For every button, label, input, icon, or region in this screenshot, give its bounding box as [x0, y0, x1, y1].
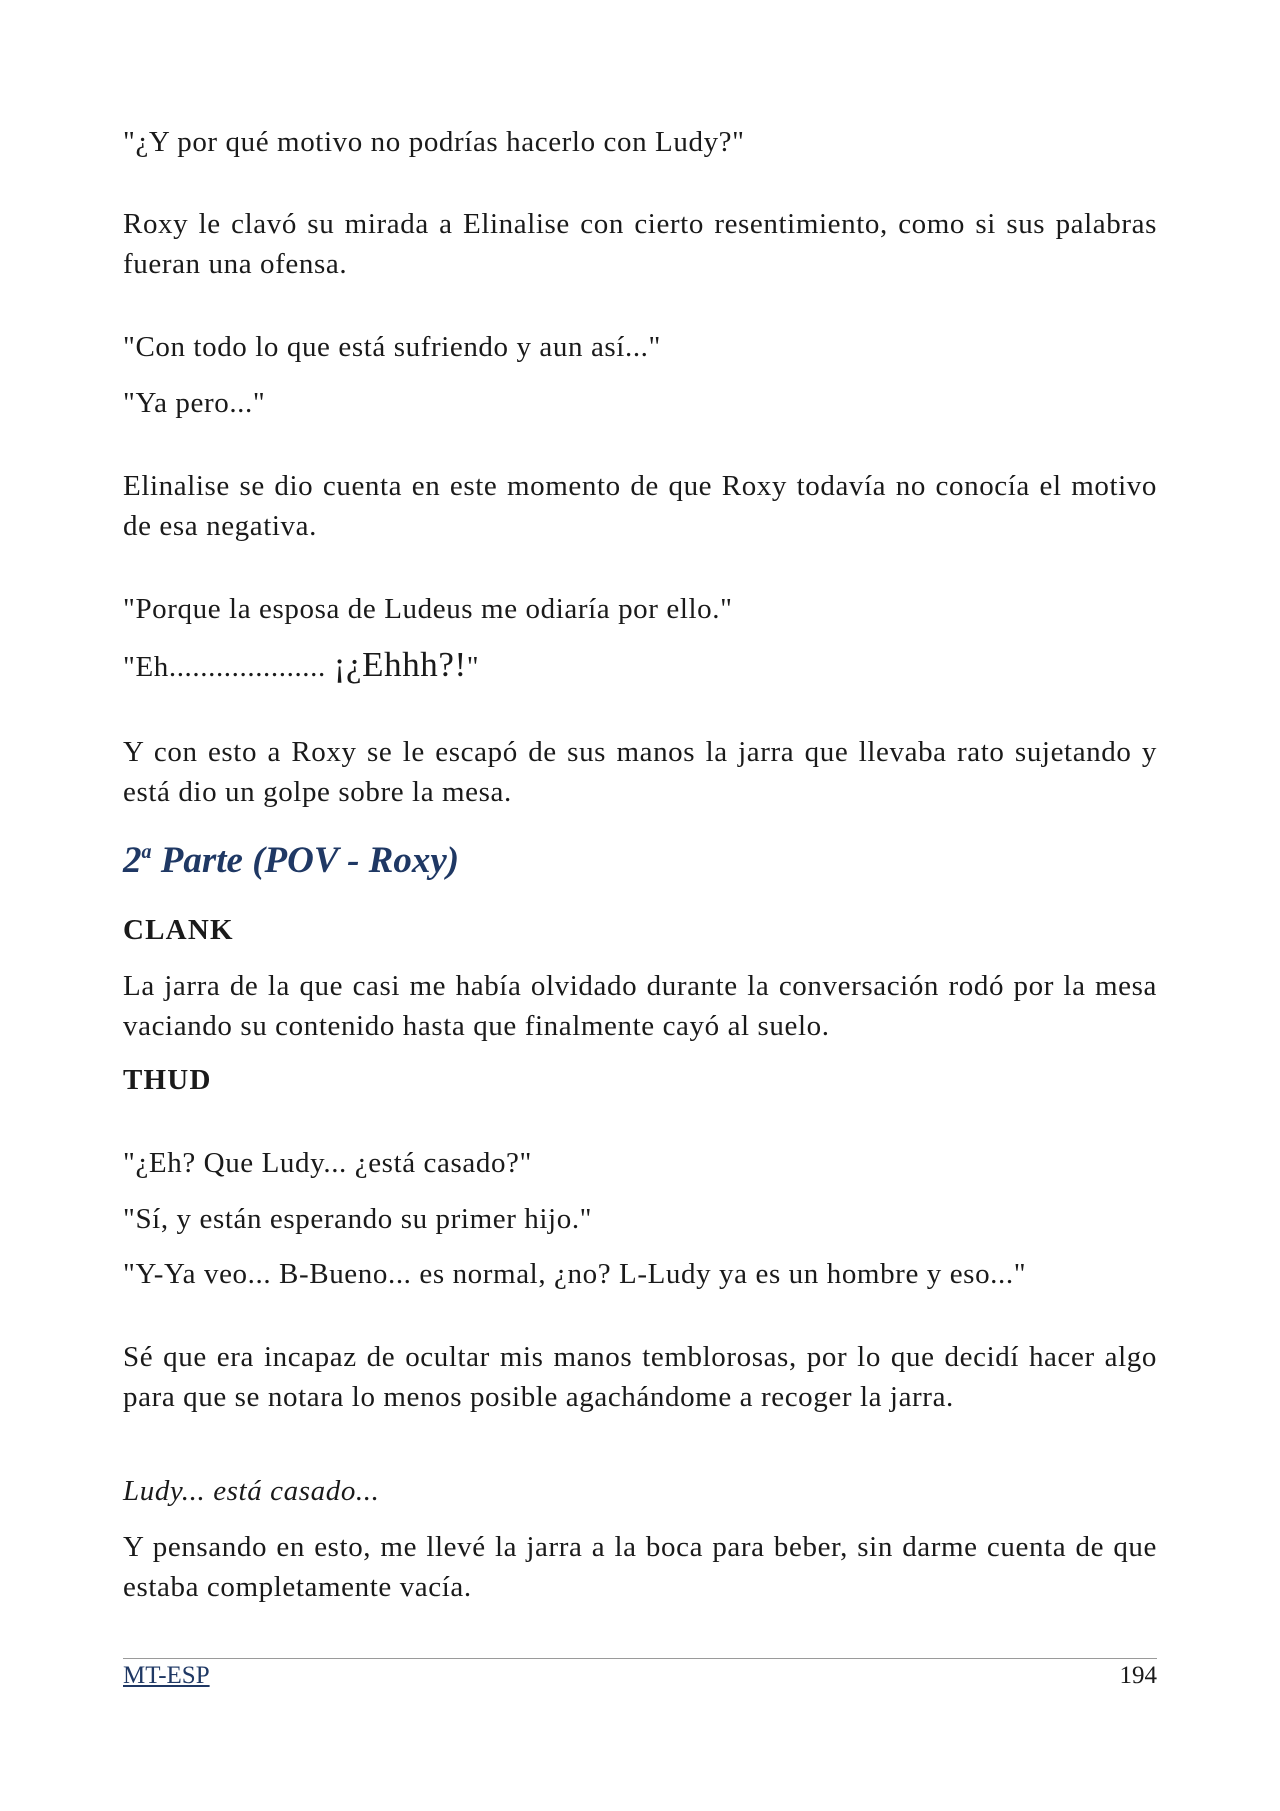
- sfx-thud: THUD: [123, 1064, 212, 1096]
- dialogue-ehhh: ¡¿Ehhh?!: [333, 645, 467, 684]
- dialogue-line-8: "Y-Ya veo... B-Bueno... es normal, ¿no? L-Ludy ya es un hombre y eso...": [123, 1258, 1027, 1290]
- dialogue-eh: "Eh....................: [123, 651, 326, 683]
- inner-thought: Ludy... está casado...: [123, 1475, 380, 1507]
- paragraph-elinalise-realizes: Elinalise se dio cuenta en este momento de que Roxy todavía no conocía el motivo de esa negativa.: [123, 470, 1157, 542]
- paragraph-jar-rolls: La jarra de la que casi me había olvidado durante la conversación rodó por la mesa vaciando su contenido hasta que finalmente cayó al suelo.: [123, 970, 1157, 1042]
- section-heading: [123, 838, 459, 884]
- section-title: Parte (POV - Roxy): [151, 840, 460, 881]
- dialogue-line-4: "Porque la esposa de Ludeus me odiaría por ello.": [123, 593, 733, 625]
- paragraph-jar-drops: Y con esto a Roxy se le escapó de sus manos la jarra que llevaba rato sujetando y está dio un golpe sobre la mesa.: [123, 736, 1157, 808]
- dialogue-line-3: "Ya pero...": [123, 387, 266, 419]
- paragraph-trembling-hands: Sé que era incapaz de ocultar mis manos temblorosas, por lo que decidí hacer algo para que se notara lo menos posible agachándome a recoger la jarra.: [123, 1341, 1157, 1413]
- dialogue-line-7: "Sí, y están esperando su primer hijo.": [123, 1203, 593, 1235]
- page-number: 194: [1119, 1662, 1157, 1689]
- footer-divider: [123, 1658, 1157, 1659]
- sfx-clank: CLANK: [123, 914, 234, 946]
- dialogue-close-quote: ": [466, 651, 480, 683]
- section-number: 2: [123, 840, 142, 881]
- paragraph-empty-jar: Y pensando en esto, me llevé la jarra a la boca para beber, sin darme cuenta de que estaba completamente vacía.: [123, 1531, 1157, 1603]
- dialogue-line-1: "¿Y por qué motivo no podrías hacerlo con Ludy?": [123, 126, 745, 158]
- section-ordinal: a: [141, 841, 152, 863]
- paragraph-roxy-stare: Roxy le clavó su mirada a Elinalise con cierto resentimiento, como si sus palabras fueran una ofensa.: [123, 208, 1157, 280]
- dialogue-line-2: "Con todo lo que está sufriendo y aun así...": [123, 331, 661, 363]
- dialogue-line-5: [123, 645, 1157, 687]
- footer-source-link[interactable]: MT-ESP: [123, 1662, 210, 1689]
- dialogue-line-6: "¿Eh? Que Ludy... ¿está casado?": [123, 1147, 532, 1179]
- document-page: [123, 0, 1157, 1811]
